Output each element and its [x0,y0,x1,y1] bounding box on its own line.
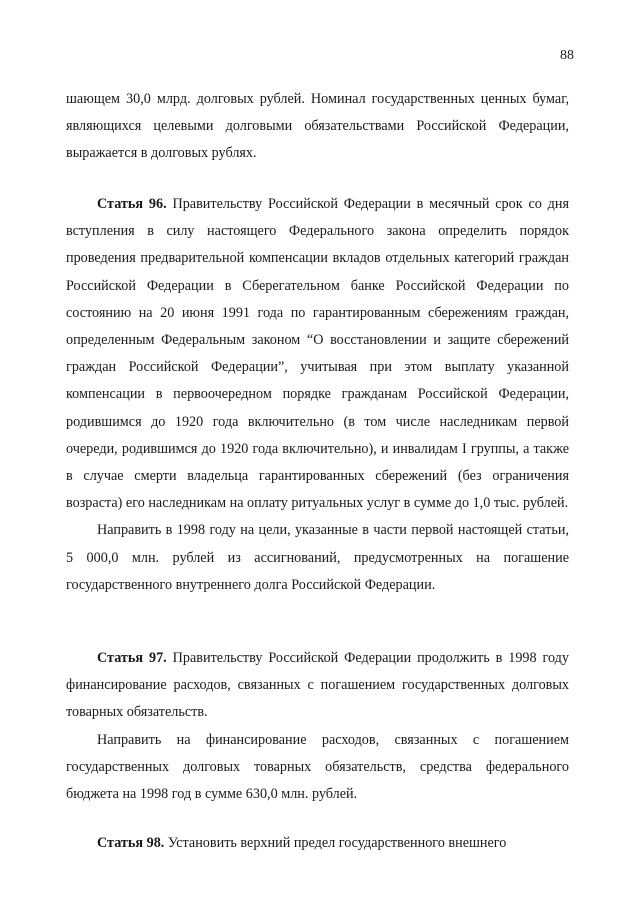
continuation-paragraph: шающем 30,0 млрд. долговых рублей. Номинал государственных ценных бумаг, являющихся целевыми долговыми обязательствами Российской Федерации, выражается в долговых рублях. [66,91,569,162]
article-96-paragraph-1 [66,191,569,517]
article-98-body: Установить верхний предел государственного внешнего [164,835,507,851]
article-97-paragraph-2: Направить на финансирование расходов, связанных с погашением государственных долговых товарных обязательств, средства федерального бюджета на 1998 год в сумме 630,0 млн. рублей. [66,731,569,803]
article-96-paragraph-2: Направить в 1998 году на цели, указанные в части первой настоящей статьи, 5 000,0 млн. рублей из ассигнований, предусмотренных на погашение государственного внутреннего долга Российской Федерации. [66,522,569,593]
article-96-label: Статья 96. [97,196,167,212]
article-98-paragraph-1 [66,830,569,857]
article-98-label: Статья 98. [97,835,165,851]
article-97-paragraph-1 [66,645,569,727]
article-96-body: Правительству Российской Федерации в месячный срок со дня вступления в силу настоящего Федерального закона определить порядок проведения предварительной компенсации вкладов отдельных категорий граждан Российской Федерации в Сберегательном банке Российской Федерации по состоянию на 20 июня 1991 года по гарантированным сбережениям граждан, определенным Федеральным законом “О восстановлении и защите сбережений граждан Российской Федерации”, учитывая при этом выплату указанной компенсации в первоочередном порядке гражданам Российской Федерации, родившимся до 1920 года включительно (в том числе наследникам первой очереди, родившимся до 1920 года включительно), и инвалидам I группы, а также в случае смерти владельца гарантированных сбережений (без ограничения возраста) его наследникам на оплату ритуальных услуг в сумме до 1,0 тыс. рублей. [66,196,570,512]
article-98 [66,830,569,857]
page-number: 88 [560,48,574,63]
article-96 [66,191,569,599]
continuation-block [66,86,569,168]
article-97 [66,645,569,808]
article-97-body: Правительству Российской Федерации продолжить в 1998 году финансирование расходов, связанных с погашением государственных долговых товарных обязательств. [66,650,569,721]
article-97-label: Статья 97. [97,650,167,666]
